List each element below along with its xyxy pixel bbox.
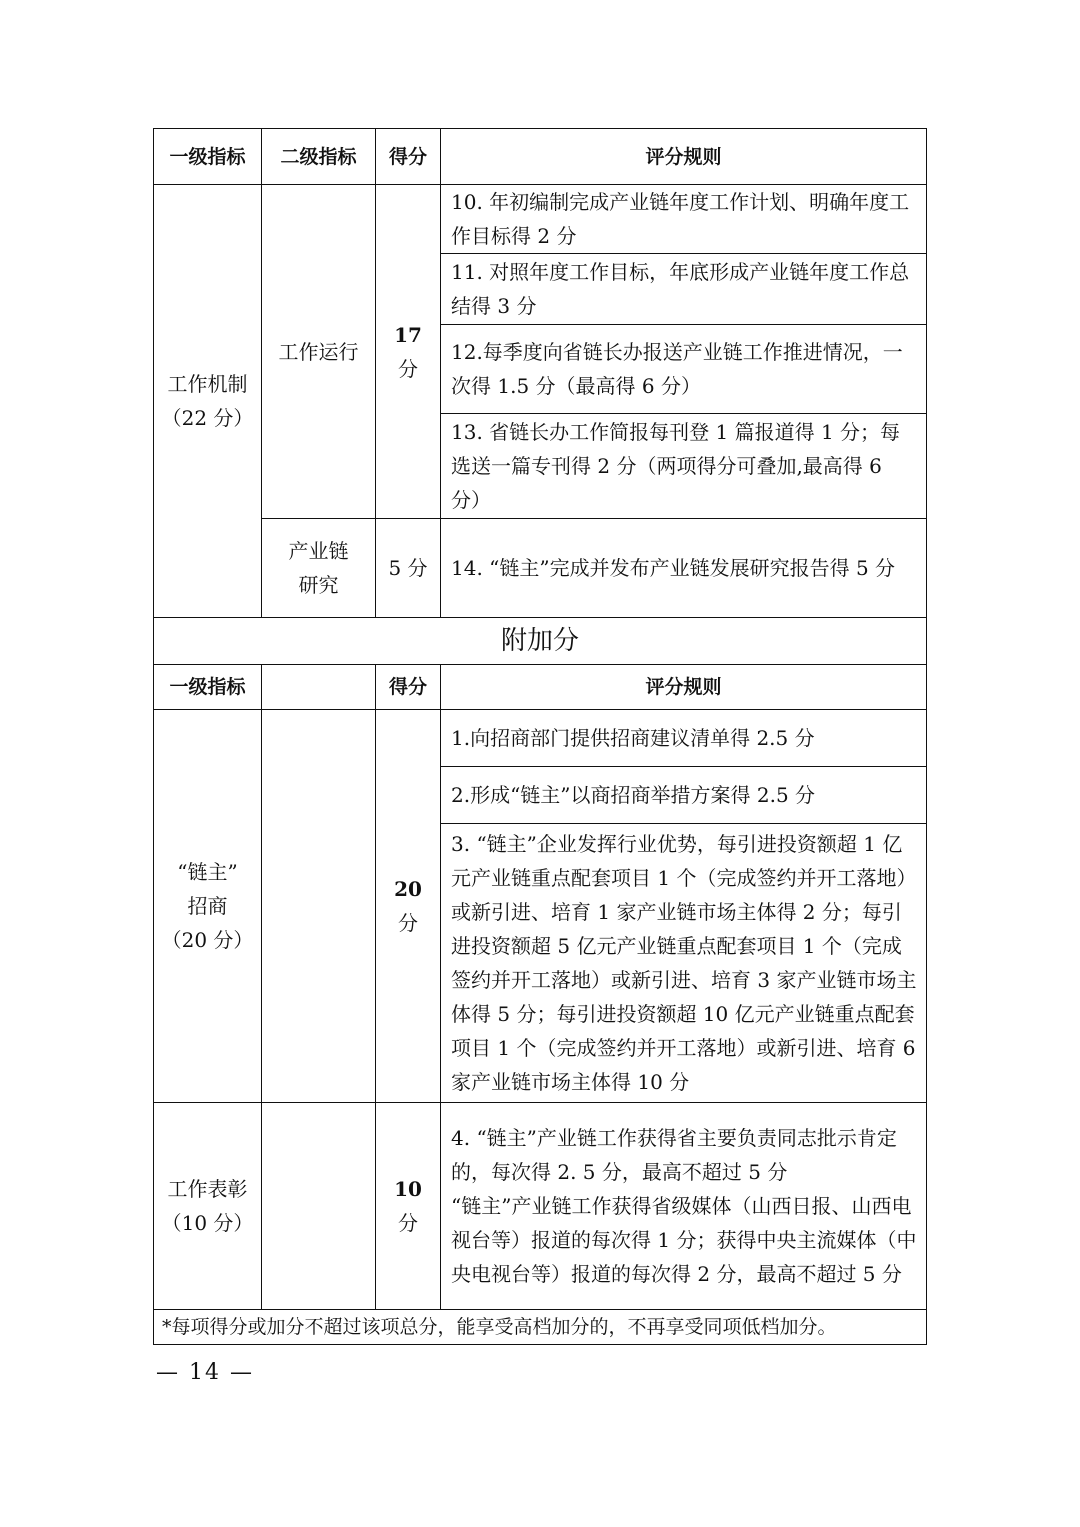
- level1-name: 工作机制: [167, 372, 248, 396]
- header-score: 得分: [376, 129, 441, 185]
- level2-empty: [262, 710, 376, 1103]
- level2-empty: [262, 1103, 376, 1310]
- rule-14: 14. “链主”完成并发布产业链发展研究报告得 5 分: [441, 519, 927, 618]
- level2-name-line2: 研究: [298, 573, 339, 597]
- scoring-table-container: [153, 128, 926, 1345]
- level1-investment: [154, 710, 262, 1103]
- table-row: [154, 185, 927, 254]
- rule-10: 10. 年初编制完成产业链年度工作计划、明确年度工作目标得 2 分: [441, 185, 927, 254]
- score-value: 17: [394, 322, 422, 347]
- table-row: [154, 519, 927, 618]
- level2-name-line1: 产业链: [288, 539, 349, 563]
- score-value: 10: [394, 1177, 422, 1201]
- score-commendation: [376, 1103, 441, 1310]
- header-level1: 一级指标: [154, 129, 262, 185]
- bonus-title: 附加分: [154, 618, 927, 665]
- score-value: 20: [394, 877, 422, 901]
- level1-name-line1: “链主”: [177, 860, 238, 884]
- table-header-row: [154, 129, 927, 185]
- rule-12: 12.每季度向省链长办报送产业链工作推进情况，一次得 1.5 分（最高得 6 分）: [441, 325, 927, 414]
- level1-name-line3: （20 分）: [161, 928, 254, 952]
- footnote: *每项得分或加分不超过该项总分，能享受高档加分的，不再享受同项低档加分。: [154, 1310, 927, 1345]
- score-operation: [376, 185, 441, 519]
- rule-13: 13. 省链长办工作简报每刊登 1 篇报道得 1 分；每选送一篇专刊得 2 分（两项得分可叠加,最高得 6 分）: [441, 414, 927, 519]
- page-number: — 14 —: [156, 1360, 254, 1385]
- level1-name-line2: （10 分）: [161, 1211, 254, 1235]
- bonus-section-row: [154, 618, 927, 665]
- bonus-rule-4b: “链主”产业链工作获得省级媒体（山西日报、山西电视台等）报道的每次得 1 分；获得中央主流媒体（中央电视台等）报道的每次得 2 分，最高不超过 5 分: [451, 1194, 917, 1286]
- level1-work-mechanism: [154, 185, 262, 618]
- level2-operation: 工作运行: [262, 185, 376, 519]
- level1-name-line1: 工作表彰: [167, 1177, 248, 1201]
- bonus-header-level2: [262, 665, 376, 710]
- level1-score: （22 分）: [161, 406, 254, 430]
- bonus-rule-1: 1.向招商部门提供招商建议清单得 2.5 分: [441, 710, 927, 767]
- score-unit: 分: [398, 1211, 418, 1235]
- bonus-header-row: [154, 665, 927, 710]
- level1-name-line2: 招商: [187, 894, 228, 918]
- bonus-header-rules: 评分规则: [441, 665, 927, 710]
- bonus-rule-4: [441, 1103, 927, 1310]
- header-rules: 评分规则: [441, 129, 927, 185]
- score-unit: 分: [398, 356, 418, 381]
- score-investment: [376, 710, 441, 1103]
- bonus-rule-4a: 4. “链主”产业链工作获得省主要负责同志批示肯定的，每次得 2. 5 分，最高不超过 5 分: [451, 1126, 897, 1184]
- footnote-row: [154, 1310, 927, 1345]
- level1-commendation: [154, 1103, 262, 1310]
- bonus-header-score: 得分: [376, 665, 441, 710]
- score-unit: 分: [398, 911, 418, 935]
- level2-research: [262, 519, 376, 618]
- bonus-rule-3: 3. “链主”企业发挥行业优势，每引进投资额超 1 亿元产业链重点配套项目 1 个（完成签约并开工落地）或新引进、培育 1 家产业链市场主体得 2 分；每引进投资额超 5 亿元产业链重点配套项目 1 个（完成签约并开工落地）或新引进、培育 3 家产业链市场主体得 5 分；每引进投资额超 10 亿元产业链重点配套项目 1 个（完成签约并开工落地）或新引进、培育 6 家产业链市场主体得 10 分: [441, 824, 927, 1103]
- scoring-table: [153, 128, 927, 1345]
- score-research: 5 分: [376, 519, 441, 618]
- bonus-rule-2: 2.形成“链主”以商招商举措方案得 2.5 分: [441, 767, 927, 824]
- table-row: [154, 710, 927, 767]
- table-row: [154, 1103, 927, 1310]
- bonus-header-level1: 一级指标: [154, 665, 262, 710]
- rule-11: 11. 对照年度工作目标，年底形成产业链年度工作总结得 3 分: [441, 254, 927, 325]
- header-level2: 二级指标: [262, 129, 376, 185]
